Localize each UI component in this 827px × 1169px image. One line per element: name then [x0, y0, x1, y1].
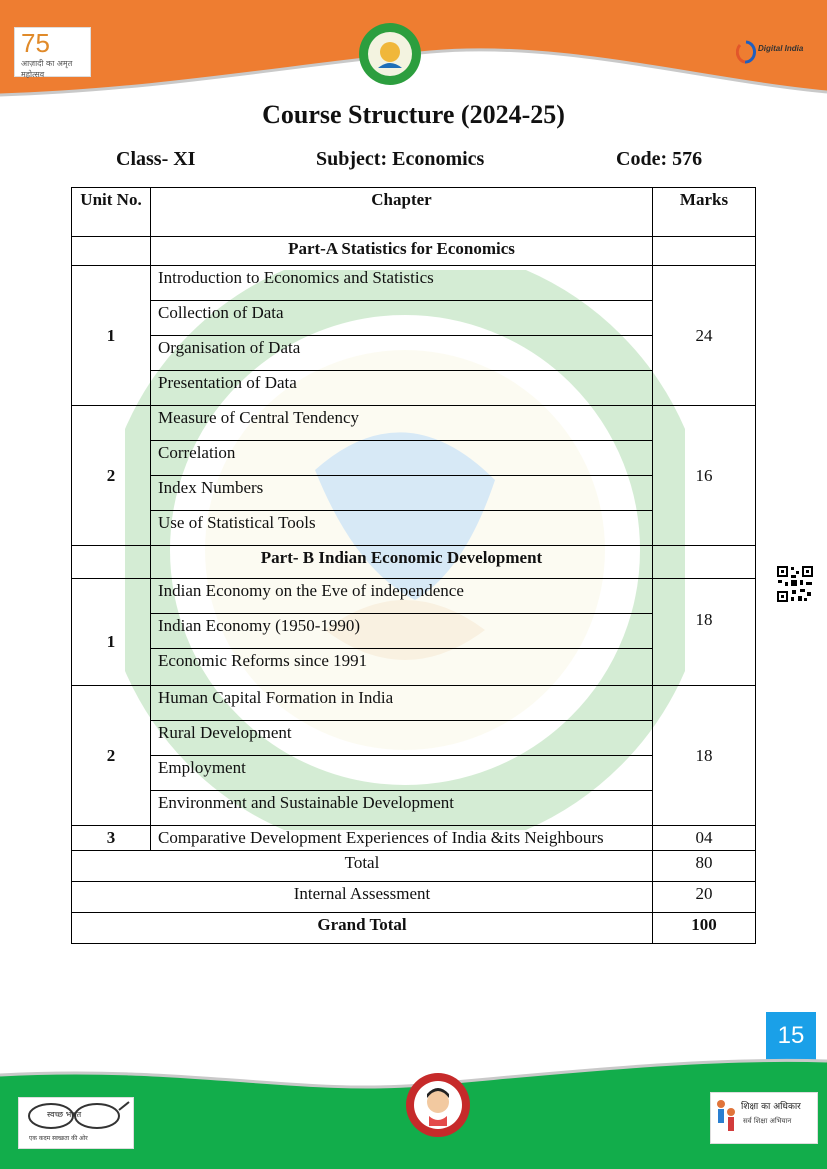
chapter-cell: Human Capital Formation in India [151, 686, 653, 721]
chapter-cell: Organisation of Data [151, 336, 653, 371]
course-structure-table [71, 187, 756, 944]
children-icon [713, 1098, 737, 1138]
chapter-cell: Environment and Sustainable Development [151, 791, 653, 826]
chapter-cell: Economic Reforms since 1991 [151, 649, 653, 686]
part-a-heading: Part-A Statistics for Economics [151, 237, 653, 266]
marks-cell: 04 [653, 826, 756, 851]
chapter-cell: Indian Economy (1950-1990) [151, 614, 653, 649]
page-number: 15 [766, 1012, 816, 1060]
grand-total-row [72, 913, 756, 944]
chapter-cell: Introduction to Economics and Statistics [151, 266, 653, 301]
total-label: Total [72, 851, 653, 882]
digital-india-icon [736, 40, 756, 64]
marks-cell: 18 [653, 579, 756, 686]
unit-number: 3 [72, 826, 151, 851]
chapter-cell: Correlation [151, 441, 653, 476]
chapter-cell: Indian Economy on the Eve of independence [151, 579, 653, 614]
unit-number: 1 [72, 266, 151, 406]
total-value: 80 [653, 851, 756, 882]
marks-header: Marks [653, 188, 756, 237]
part-b-row [72, 546, 756, 579]
table-row [72, 266, 756, 301]
swachh-bharat-logo: स्वच्छ भारत एक कदम स्वच्छता की ओर [18, 1097, 134, 1149]
chapter-cell: Rural Development [151, 721, 653, 756]
unit-number: 2 [72, 686, 151, 826]
part-b-heading: Part- B Indian Economic Development [151, 546, 653, 579]
table-row [72, 406, 756, 441]
table-row [72, 686, 756, 721]
unit-number: 2 [72, 406, 151, 546]
beti-bachao-beti-padhao-emblem [405, 1072, 471, 1138]
code-label: Code: 576 [616, 148, 703, 170]
chapter-cell: Collection of Data [151, 301, 653, 336]
chapter-header: Chapter [151, 188, 653, 237]
chapter-cell: Employment [151, 756, 653, 791]
table-header-row [72, 188, 756, 237]
unit-number: 1 [72, 579, 151, 686]
school-education-board-emblem [358, 22, 422, 86]
shiksha-ka-adhikar-logo: शिक्षा का अधिकार सर्व शिक्षा अभियान [710, 1092, 818, 1144]
qr-code-icon[interactable] [776, 565, 814, 603]
internal-assessment-value: 20 [653, 882, 756, 913]
chapter-cell: Comparative Development Experiences of India &its Neighbours [151, 826, 653, 851]
internal-assessment-label: Internal Assessment [72, 882, 653, 913]
marks-cell: 16 [653, 406, 756, 546]
chapter-cell: Use of Statistical Tools [151, 511, 653, 546]
part-a-row [72, 237, 756, 266]
chapter-cell: Presentation of Data [151, 371, 653, 406]
grand-total-label: Grand Total [72, 913, 653, 944]
grand-total-value: 100 [653, 913, 756, 944]
page-title: Course Structure (2024-25) [262, 100, 565, 129]
class-label: Class- XI [116, 148, 196, 170]
digital-india-logo: Digital India [736, 40, 798, 66]
azadi-ka-amrit-mahotsav-logo: 75 आज़ादी का अमृत महोत्सव [14, 27, 91, 77]
subject-label: Subject: Economics [316, 148, 485, 170]
unit-no-header: Unit No. [72, 188, 151, 237]
table-row [72, 826, 756, 851]
chapter-cell: Index Numbers [151, 476, 653, 511]
internal-assessment-row [72, 882, 756, 913]
chapter-cell: Measure of Central Tendency [151, 406, 653, 441]
marks-cell: 18 [653, 686, 756, 826]
total-row [72, 851, 756, 882]
table-row [72, 579, 756, 614]
marks-cell: 24 [653, 266, 756, 406]
